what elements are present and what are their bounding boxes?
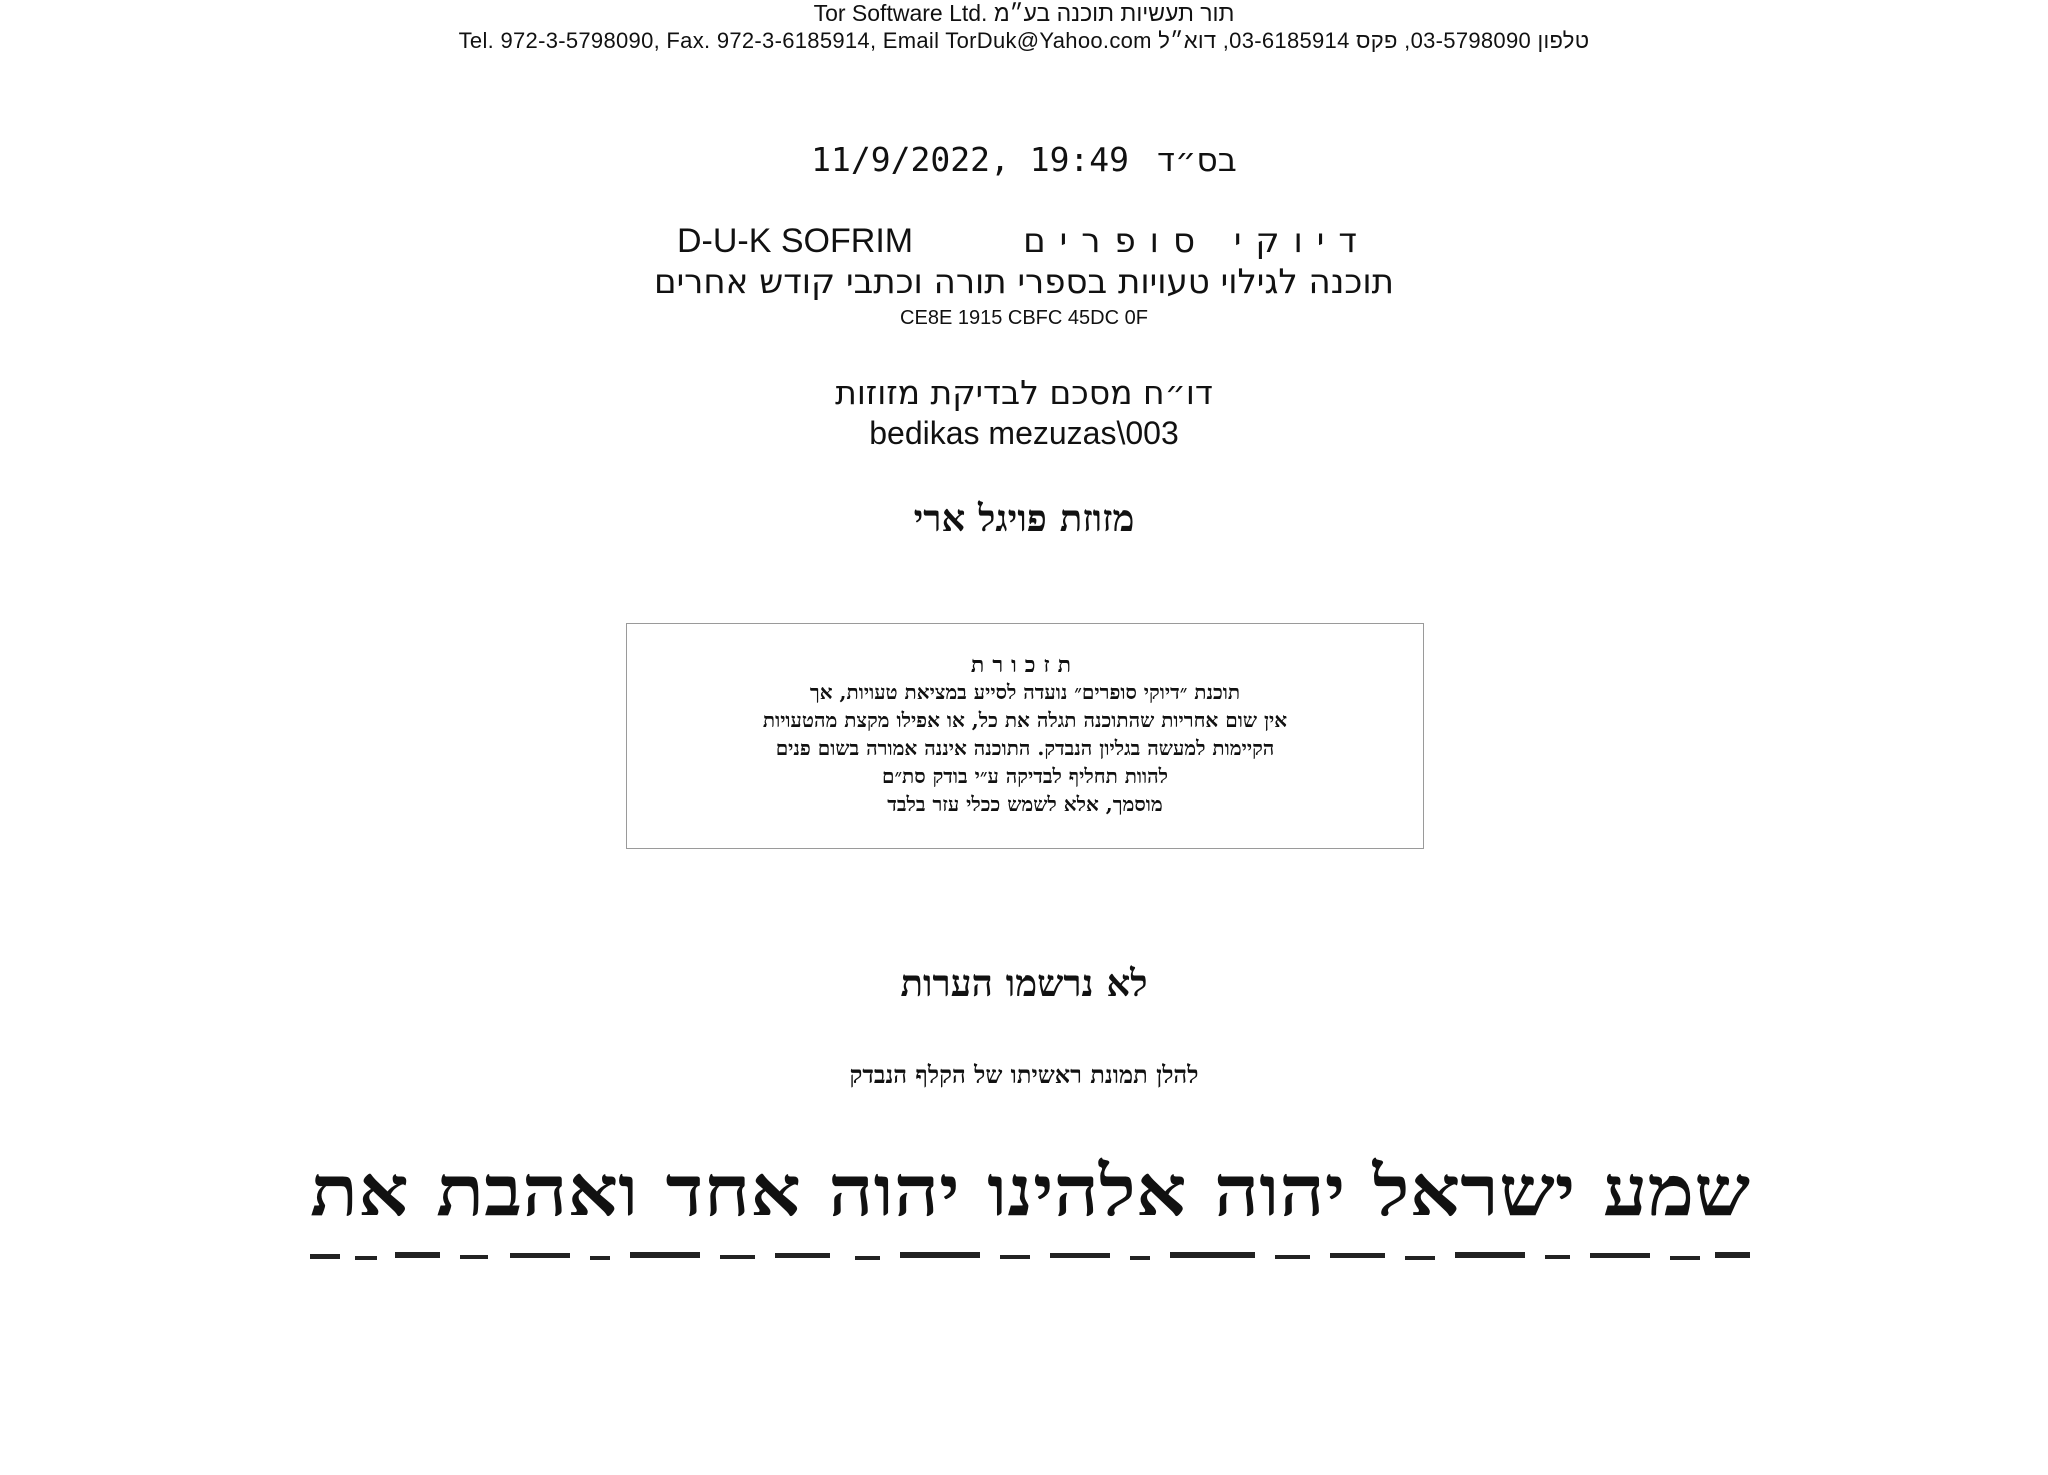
brand-english: D-U-K SOFRIM [677,222,914,260]
report-path: bedikas mezuzas\003 [869,415,1179,451]
date-line [0,140,2048,180]
parchment-scan-image [300,1140,1755,1280]
report-datetime: 11/9/2022, 19:49 [811,140,1130,179]
besd-mark: בס״ד [1157,140,1237,179]
disclaimer-line: אין שום אחריות שהתוכנה תגלה את כל, או אפילו מקצת מהטעויות [762,708,1288,732]
disclaimer-title: תזכורת [970,652,1080,678]
contact-text: Tel. 972-3-5798090, Fax. 972-3-6185914, Email TorDuk@Yahoo.com טלפון 03-5798090, פקס 03-6185914, דוא״ל [458,28,1590,53]
no-remarks-heading: לא נרשמו הערות [900,961,1148,1005]
disclaimer-line: תוכנת ״דיוקי סופרים״ נועדה לסייע במציאת טעויות, אך [809,680,1241,704]
disclaimer-line: להוות תחליף לבדיקה ע״י בודק סת״ם [881,764,1169,788]
company-name: Tor Software Ltd. תור תעשיות תוכנה בע״מ [813,0,1235,26]
mezuzah-name: מזוזת פויגל ארי [913,496,1135,540]
contact-line [0,28,2048,54]
disclaimer-line: מוסמך, אלא לשמש ככלי עזר בלבד [887,792,1163,816]
brand-subtitle: תוכנה לגילוי טעויות בספרי תורה וכתבי קודש אחרים [654,262,1394,302]
scan-lower-line-fragments [310,1252,1750,1260]
report-title: דו״ח מסכם לבדיקת מזוזות [835,373,1213,412]
disclaimer-line: הקיימות למעשה בגליון הנבדק. התוכנה איננה אמורה בשום פנים [775,736,1275,760]
brand-line [0,220,2048,262]
scan-script-text: שמע ישראל יהוה אלהינו יהוה אחד ואהבת את [310,1149,1751,1232]
license-code: CE8E 1915 CBFC 45DC 0F [900,307,1148,329]
scan-caption: להלן תמונת ראשיתו של הקלף הנבדק [849,1060,1199,1089]
brand-hebrew: דיוקי סופרים [1023,221,1371,261]
disclaimer-box [626,623,1424,849]
